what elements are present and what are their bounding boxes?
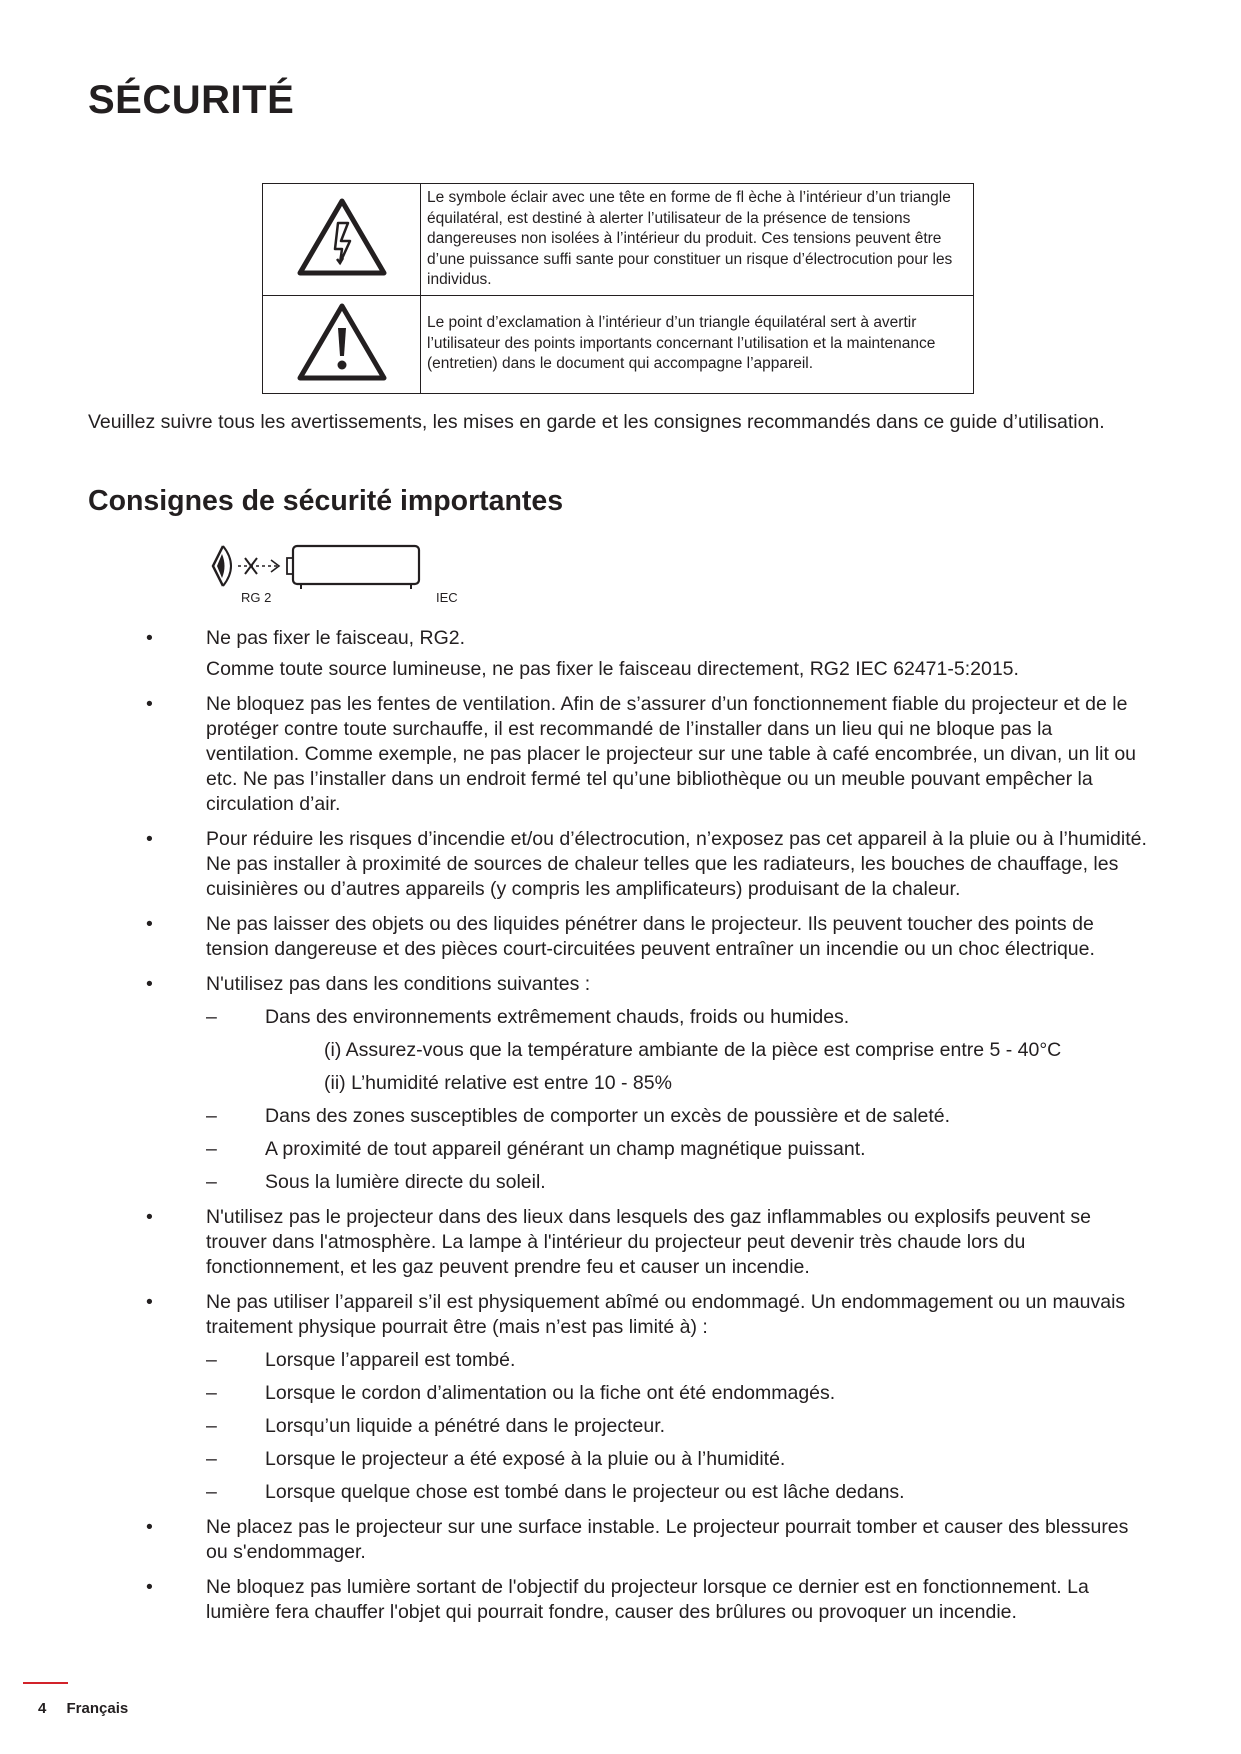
item-text: N'utilisez pas le projecteur dans des lieux dans lesquels des gaz inflammables ou explosifs peuvent se trouver dans l'atmosphère. La lampe à l'intérieur du projecteur peut devenir très chaude lors du fonctionnement, et les gaz peuvent prendre feu et causer un incendie. bbox=[206, 1206, 1091, 1278]
item-text: Ne bloquez pas lumière sortant de l'objectif du projecteur lorsque ce dernier est en fonctionnement. La lumière fera chauffer l'objet qui pourrait fondre, causer des brûlures ou provoquer un incendie. bbox=[206, 1576, 1089, 1623]
symbol-description: Le symbole éclair avec une tête en forme de fl èche à l’intérieur d’un triangle équilatéral, est destiné à alerter l’utilisateur de la présence de tensions dangereuses non isolées à l’intérieur du produit. Ces tensions peuvent être d’une puissance suffi sante pour constituer un risque d’électrocution pour les individus. bbox=[421, 184, 974, 296]
lightning-warning-icon bbox=[296, 197, 388, 277]
dash: – bbox=[206, 1006, 217, 1028]
rg2-beam-warning-icon bbox=[205, 540, 465, 610]
item-text: Ne pas fixer le faisceau, RG2. bbox=[206, 627, 466, 649]
sub-item bbox=[206, 1381, 1149, 1406]
item-text: Ne pas utiliser l’appareil s’il est physiquement abîmé ou endommagé. Un endommagement ou un mauvais traitement physique pourrait être (mais n’est pas limité à) : bbox=[206, 1291, 1126, 1338]
sub-item bbox=[206, 1005, 1149, 1096]
sub-item-text: Dans des zones susceptibles de comporter un excès de poussière et de saleté. bbox=[265, 1105, 951, 1127]
sub-item-text: Lorsque le projecteur a été exposé à la pluie ou à l’humidité. bbox=[265, 1448, 786, 1470]
symbol-row bbox=[263, 184, 974, 296]
bullet: • bbox=[146, 973, 153, 995]
sub-item-text: Dans des environnements extrêmement chauds, froids ou humides. bbox=[265, 1006, 850, 1028]
sub-item bbox=[206, 1447, 1149, 1472]
bullet: • bbox=[146, 828, 153, 850]
dash: – bbox=[206, 1448, 217, 1470]
list-item bbox=[0, 692, 1241, 817]
item-text: N'utilisez pas dans les conditions suivantes : bbox=[206, 973, 591, 995]
list-item bbox=[0, 1515, 1241, 1565]
warning-symbols-table bbox=[262, 183, 974, 394]
list-item bbox=[0, 972, 1241, 1195]
bullet: • bbox=[146, 1516, 153, 1538]
exclamation-warning-icon bbox=[296, 302, 388, 382]
item-text: Ne placez pas le projecteur sur une surface instable. Le projecteur pourrait tomber et causer des blessures ou s'endommager. bbox=[206, 1516, 1129, 1563]
symbol-cell bbox=[263, 184, 421, 296]
footer-accent-line bbox=[23, 1682, 68, 1684]
sub-item-text: Lorsqu’un liquide a pénétré dans le projecteur. bbox=[265, 1415, 666, 1437]
list-item bbox=[0, 827, 1241, 902]
sub-item-text: Lorsque le cordon d’alimentation ou la fiche ont été endommagés. bbox=[265, 1382, 836, 1404]
page-footer bbox=[38, 1700, 128, 1717]
symbol-description: Le point d’exclamation à l’intérieur d’un triangle équilatéral sert à avertir l’utilisateur des points importants concernant l’utilisation et la maintenance (entretien) dans le document qui accompagne l’appareil. bbox=[421, 295, 974, 393]
intro-paragraph: Veuillez suivre tous les avertissements, les mises en garde et les consignes recommandés dans ce guide d’utilisation. bbox=[88, 411, 1105, 433]
sub-item-text: Lorsque l’appareil est tombé. bbox=[265, 1349, 516, 1371]
list-item bbox=[0, 626, 1241, 682]
dash: – bbox=[206, 1481, 217, 1503]
dash: – bbox=[206, 1105, 217, 1127]
page-title: SÉCURITÉ bbox=[88, 78, 295, 122]
list-item bbox=[0, 1575, 1241, 1625]
safety-instructions-list bbox=[0, 626, 1241, 1635]
footer-language: Français bbox=[66, 1700, 129, 1717]
sub-item bbox=[206, 1348, 1149, 1373]
list-item bbox=[0, 912, 1241, 962]
sub-item bbox=[206, 1170, 1149, 1195]
rg2-label: RG 2 bbox=[241, 590, 272, 605]
sub-item bbox=[206, 1414, 1149, 1439]
sub-item-text: Lorsque quelque chose est tombé dans le projecteur ou est lâche dedans. bbox=[265, 1481, 905, 1503]
sub-sub-item: (i) Assurez-vous que la température ambiante de la pièce est comprise entre 5 - 40°C bbox=[324, 1039, 1062, 1061]
bullet: • bbox=[146, 913, 153, 935]
sub-item bbox=[206, 1104, 1149, 1129]
sub-item bbox=[206, 1137, 1149, 1162]
symbol-row bbox=[263, 295, 974, 393]
item-text: Ne pas laisser des objets ou des liquides pénétrer dans le projecteur. Ils peuvent toucher des points de tension dangereuse et des pièces court-circuitées peuvent entraîner un incendie ou un choc électrique. bbox=[206, 913, 1095, 960]
dash: – bbox=[206, 1382, 217, 1404]
list-item bbox=[0, 1205, 1241, 1280]
sub-item-text: Sous la lumière directe du soleil. bbox=[265, 1171, 546, 1193]
bullet: • bbox=[146, 1206, 153, 1228]
sub-sub-item: (ii) L’humidité relative est entre 10 - 85% bbox=[324, 1072, 672, 1094]
bullet: • bbox=[146, 1576, 153, 1598]
symbol-cell bbox=[263, 295, 421, 393]
bullet: • bbox=[146, 1291, 153, 1313]
bullet: • bbox=[146, 693, 153, 715]
item-text: Ne bloquez pas les fentes de ventilation. Afin de s’assurer d’un fonctionnement fiable du projecteur et de le protéger contre toute surchauffe, il est recommandé de l’installer dans un lieu qui ne bloque pas la ventilation. Comme exemple, ne pas placer le projecteur sur une table à café encombrée, un divan, un lit ou etc. Ne pas l’installer dans un endroit fermé tel qu’une bibliothèque ou un meuble pouvant empêcher la circulation d’air. bbox=[206, 693, 1137, 815]
iec-label: IEC bbox=[436, 590, 458, 605]
dash: – bbox=[206, 1415, 217, 1437]
list-item bbox=[0, 1290, 1241, 1505]
sub-item bbox=[206, 1480, 1149, 1505]
sub-item-text: A proximité de tout appareil générant un champ magnétique puissant. bbox=[265, 1138, 866, 1160]
dash: – bbox=[206, 1349, 217, 1371]
bullet: • bbox=[146, 627, 153, 649]
item-detail: Comme toute source lumineuse, ne pas fixer le faisceau directement, RG2 IEC 62471-5:2015. bbox=[206, 658, 1019, 680]
dash: – bbox=[206, 1171, 217, 1193]
item-text: Pour réduire les risques d’incendie et/ou d’électrocution, n’exposez pas cet appareil à la pluie ou à l’humidité. Ne pas installer à proximité de sources de chaleur telles que les radiateurs, les bouches de chauffage, les cuisinières ou d’autres appareils (y compris les amplificateurs) produisant de la chaleur. bbox=[206, 828, 1147, 900]
page-number: 4 bbox=[38, 1700, 47, 1717]
dash: – bbox=[206, 1138, 217, 1160]
section-title: Consignes de sécurité importantes bbox=[88, 485, 564, 517]
